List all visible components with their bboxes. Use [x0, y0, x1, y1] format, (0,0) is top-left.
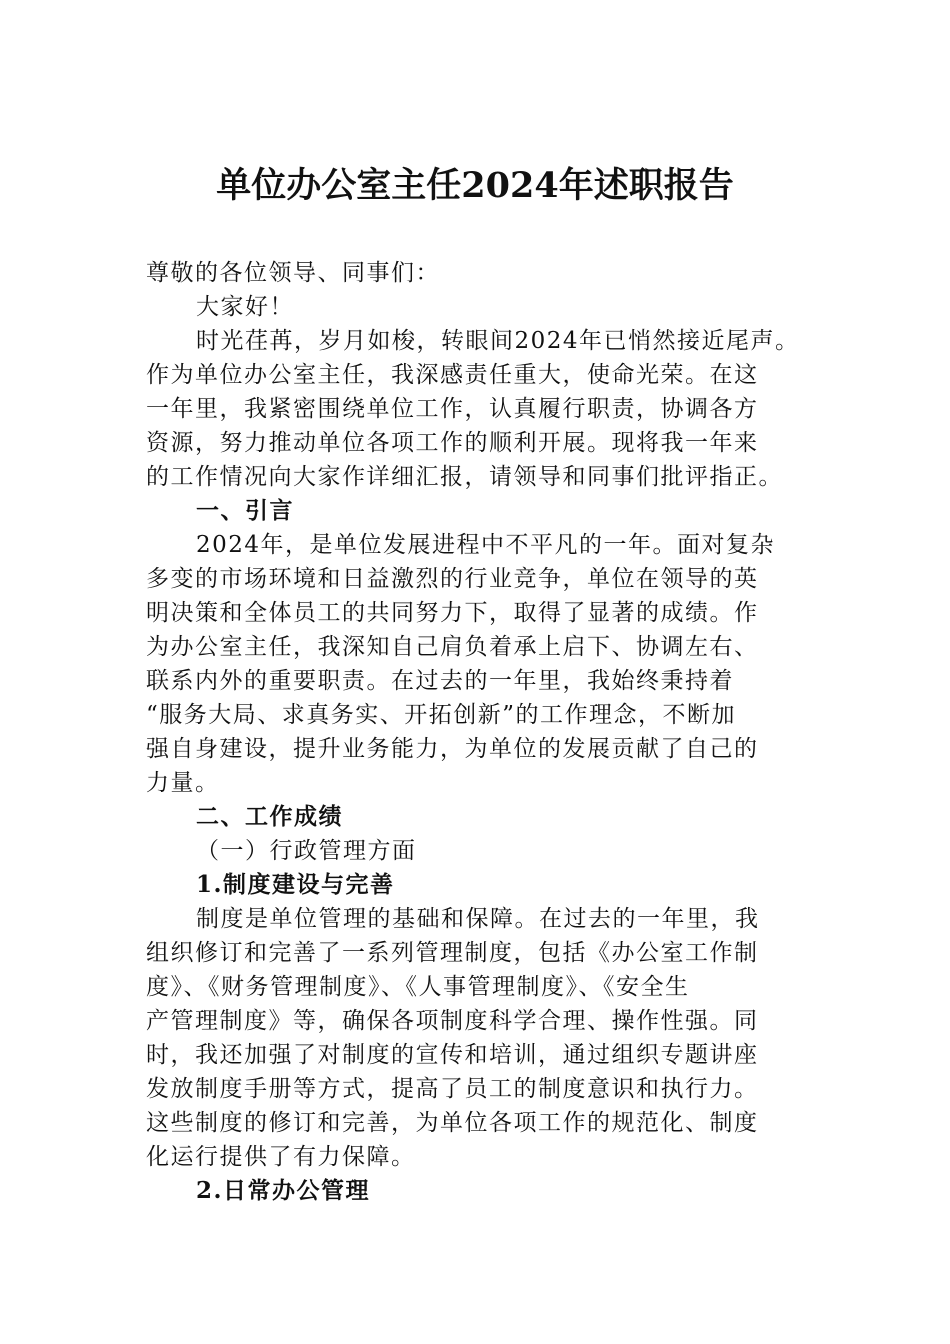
- paragraph-line: “服务大局、求真务实、开拓创新”的工作理念，不断加: [146, 702, 737, 728]
- paragraph-line: 时光荏苒，岁月如梭，转眼间2024年已悄然接近尾声。: [196, 328, 800, 354]
- paragraph-line: 发放制度手册等方式，提高了员工的制度意识和执行力。: [146, 1076, 759, 1102]
- paragraph-line: 明决策和全体员工的共同努力下，取得了显著的成绩。作: [146, 600, 759, 626]
- paragraph-line: 的工作情况向大家作详细汇报，请领导和同事们批评指正。: [146, 464, 783, 490]
- section-heading-line: 1.制度建设与完善: [196, 871, 395, 898]
- paragraph-line: 2024年，是单位发展进程中不平凡的一年。面对复杂: [196, 532, 776, 558]
- paragraph-line: 联系内外的重要职责。在过去的一年里，我始终秉持着: [146, 668, 734, 694]
- paragraph-line: 资源，努力推动单位各项工作的顺利开展。现将我一年来: [146, 430, 759, 456]
- paragraph-line: 组织修订和完善了一系列管理制度，包括《办公室工作制: [146, 940, 759, 966]
- paragraph-line: 为办公室主任，我深知自己肩负着承上启下、协调左右、: [146, 634, 759, 660]
- document-title: 单位办公室主任2024年述职报告: [216, 165, 734, 206]
- section-heading-line: 2.日常办公管理: [196, 1177, 371, 1204]
- document-body: [146, 256, 808, 1208]
- paragraph-line: 度》、《财务管理制度》、《人事管理制度》、《安全生: [146, 974, 690, 1000]
- paragraph-line: 作为单位办公室主任，我深感责任重大，使命光荣。在这: [146, 362, 759, 388]
- paragraph-line: 这些制度的修订和完善，为单位各项工作的规范化、制度: [146, 1110, 759, 1136]
- paragraph-line: 化运行提供了有力保障。: [146, 1144, 416, 1170]
- paragraph-line: 力量。: [146, 770, 220, 796]
- paragraph-line: 时，我还加强了对制度的宣传和培训，通过组织专题讲座: [146, 1042, 759, 1068]
- paragraph-line: （一）行政管理方面: [196, 838, 417, 864]
- paragraph-line: 多变的市场环境和日益激烈的行业竞争，单位在领导的英: [146, 566, 759, 592]
- paragraph-line: 产管理制度》等，确保各项制度科学合理、操作性强。同: [146, 1008, 759, 1034]
- section-heading-line: 一、引言: [196, 497, 294, 524]
- paragraph-line: 尊敬的各位领导、同事们：: [146, 260, 440, 286]
- paragraph-line: 一年里，我紧密围绕单位工作，认真履行职责，协调各方: [146, 396, 759, 422]
- paragraph-line: 大家好！: [196, 294, 294, 320]
- paragraph-line: 强自身建设，提升业务能力，为单位的发展贡献了自己的: [146, 736, 759, 762]
- paragraph-line: 制度是单位管理的基础和保障。在过去的一年里，我: [196, 906, 760, 932]
- section-heading-line: 二、工作成绩: [196, 803, 343, 830]
